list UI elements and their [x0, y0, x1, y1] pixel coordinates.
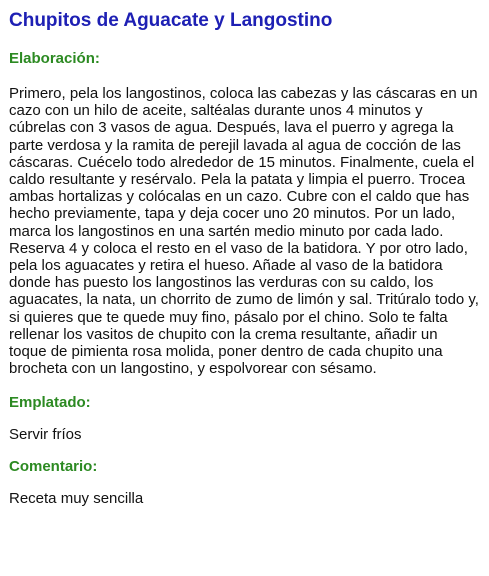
- emplatado-text: Servir fríos: [9, 426, 82, 444]
- recipe-title: Chupitos de Aguacate y Langostino: [9, 10, 333, 31]
- comentario-text: Receta muy sencilla: [9, 489, 144, 507]
- elaboracion-text: Primero, pela los langostinos, coloca las cabezas y las cáscaras en un cazo con un hilo de aceite, saltéalas durante unos 4 minutos y cúbrelas con 3 vasos de agua. Después, lava el puerro y agrega la parte verdosa y la ramita de perejil lavada al agua de cocción de las cáscaras. Cuécelo todo alrededor de 15 minutos. Finalmente, cuela el caldo resultante y resérvalo. Pela la patata y limpia el puerro. Trocea ambas hortalizas y colócalas en un cazo. Cubre con el caldo que has hecho previamente, tapa y deja cocer uno 20 minutos. Por un lado, marca los langostinos en una sartén medio minuto por cada lado. Reserva 4 y coloca el resto en el vaso de la batidora. Y por otro lado, pela los aguacates y retira el hueso. Añade al vaso de la batidora donde has puesto los langostinos las verduras con su caldo, los aguacates, la nata, un chorrito de zumo de limón y sal. Tritúralo todo y, si quieres que te quede muy fino, pásalo por el chino. Solo te falta rellenar los vasitos de chupito con la crema resultante, añadir un toque de pimienta rosa molida, poner dentro de cada chupito una brocheta con un langostino, y espolvorear con sésamo.: [9, 85, 479, 378]
- emplatado-heading: Emplatado:: [9, 394, 91, 412]
- elaboracion-heading: Elaboración:: [9, 50, 100, 67]
- comentario-heading: Comentario:: [9, 457, 98, 475]
